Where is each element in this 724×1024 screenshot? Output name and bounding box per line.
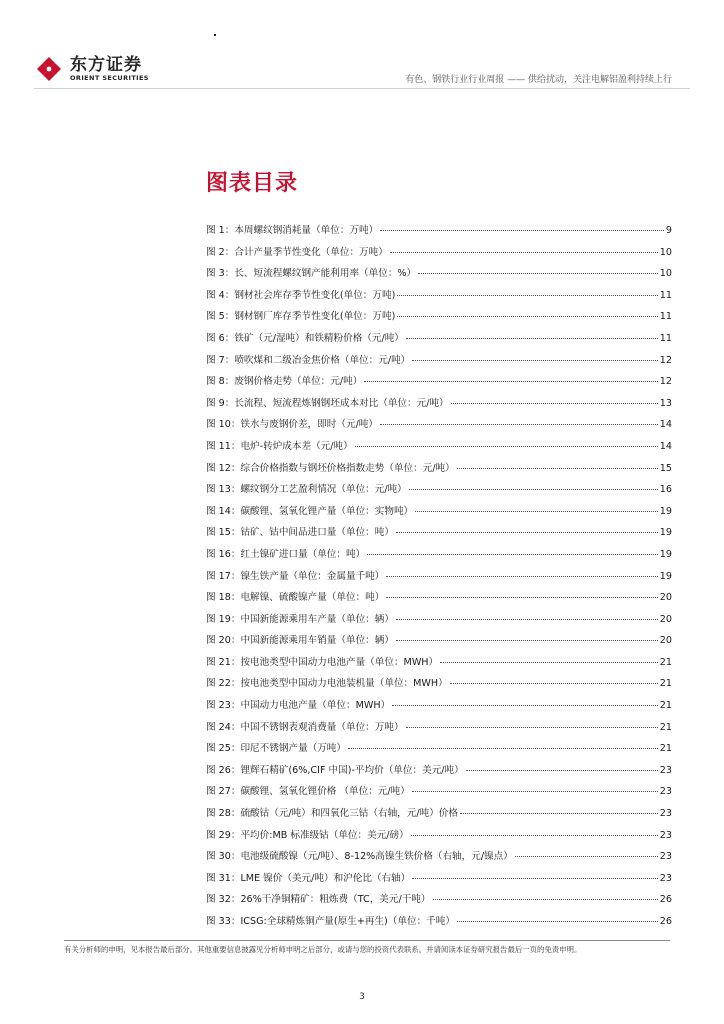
toc-entry-page: 13	[659, 397, 672, 409]
toc-entry[interactable]	[206, 762, 672, 784]
toc-entry[interactable]	[206, 697, 672, 719]
toc-entry-page: 20	[659, 613, 672, 625]
toc-entry-page: 20	[659, 592, 672, 604]
toc-dot-leader	[397, 316, 657, 317]
toc-entry-label: 图 1：本周螺纹钢消耗量（单位：万吨）	[206, 225, 379, 236]
toc-entry-label: 图 31：LME 镍价（美元/吨）和沪伦比（右轴）	[206, 872, 411, 884]
toc-entry-page: 10	[659, 246, 672, 258]
toc-dot-leader	[515, 856, 658, 857]
toc-dot-leader	[412, 878, 657, 879]
toc-entry-label: 图 27：碳酸锂、氢氧化锂价格 （单位：元/吨）	[206, 786, 410, 798]
toc-entry[interactable]	[206, 870, 672, 892]
toc-entry-label: 图 4：钢材社会库存季节性变化(单位：万吨)	[206, 289, 396, 301]
toc-dot-leader	[433, 899, 658, 900]
toc-entry-page: 10	[659, 268, 672, 280]
toc-entry-page: 12	[659, 354, 672, 366]
toc-entry[interactable]	[206, 481, 672, 503]
toc-dot-leader	[367, 554, 658, 555]
toc-entry[interactable]	[206, 244, 672, 266]
toc-dot-leader	[418, 273, 658, 274]
toc-dot-leader	[412, 360, 658, 361]
toc-entry-page: 14	[659, 440, 672, 452]
toc-entry[interactable]	[206, 632, 672, 654]
toc-entry[interactable]	[206, 352, 672, 374]
toc-entry-page: 23	[659, 808, 672, 820]
toc-entry-label: 图 20：中国新能源乘用车销量（单位：辆）	[206, 635, 394, 647]
toc-entry-label: 图 3：长、短流程螺纹钢产能利用率（单位：%）	[206, 268, 417, 280]
toc-entry-label: 图 21：按电池类型中国动力电池产量（单位：MWH）	[206, 656, 439, 668]
toc-entry-page: 19	[659, 527, 672, 539]
toc-entry-label: 图 18：电解镍、硫酸镍产量（单位：吨）	[206, 592, 385, 604]
toc-entry-label: 图 12：综合价格指数与钢坯价格指数走势（单位：元/吨）	[206, 462, 455, 474]
toc-entry-label: 图 8：废钢价格走势（单位：元/吨）	[206, 376, 363, 388]
toc-entry[interactable]	[206, 654, 672, 676]
toc-dot-leader	[406, 338, 658, 339]
toc-entry-label: 图 29：平均价:MB 标准级钴（单位：美元/磅）	[206, 829, 409, 841]
toc-dot-leader	[450, 683, 658, 684]
toc-dot-leader	[396, 532, 658, 533]
toc-entry[interactable]	[206, 848, 672, 870]
toc-dot-leader	[457, 468, 658, 469]
toc-entry-label: 图 17：镍生铁产量（单位：金属量千吨）	[206, 570, 385, 582]
toc-entry-label: 图 14：碳酸锂、氢氧化锂产量（单位：实物吨）	[206, 505, 414, 517]
toc-dot-leader	[406, 727, 658, 728]
toc-dot-leader	[412, 791, 658, 792]
toc-entry-page: 21	[659, 700, 672, 712]
toc-entry[interactable]	[206, 395, 672, 417]
toc-entry-label: 图 22：按电池类型中国动力电池装机量（单位：MWH）	[206, 678, 448, 690]
toc-entry[interactable]	[206, 568, 672, 590]
toc-entry-label: 图 23：中国动力电池产量（单位：MWH）	[206, 700, 391, 712]
toc-entry-label: 图 32：26%干净铜精矿：粗炼费（TC，美元/干吨）	[206, 894, 431, 906]
toc-entry[interactable]	[206, 611, 672, 633]
toc-entry-label: 图 19：中国新能源乘用车产量（单位：辆）	[206, 613, 394, 625]
toc-entry[interactable]	[206, 524, 672, 546]
toc-dot-leader	[355, 446, 658, 447]
toc-entry[interactable]	[206, 719, 672, 741]
toc-entry-label: 图 5：钢材钢厂库存季节性变化(单位：万吨)	[206, 311, 396, 323]
toc-entry-page: 21	[659, 743, 672, 755]
toc-dot-leader	[440, 662, 658, 663]
toc-entry-page: 23	[659, 829, 672, 841]
toc-entry-page: 23	[659, 851, 672, 863]
toc-entry-label: 图 6：铁矿（元/湿吨）和铁精粉价格（元/吨）	[206, 332, 404, 344]
toc-dot-leader	[415, 511, 658, 512]
toc-entry-label: 图 25：印尼不锈钢产量（万吨）	[206, 743, 346, 755]
toc-entry-page: 19	[659, 505, 672, 517]
toc-entry-page: 21	[659, 678, 672, 690]
toc-entry[interactable]	[206, 308, 672, 330]
toc-entry-page: 26	[659, 916, 672, 927]
toc-entry[interactable]	[206, 287, 672, 309]
toc-entry-label: 图 28：硫酸钴（元/吨）和四氧化三钴（右轴，元/吨）价格	[206, 808, 458, 820]
toc-dot-leader	[409, 489, 658, 490]
orient-securities-logo-icon	[34, 54, 64, 84]
toc-entry[interactable]	[206, 438, 672, 460]
toc-dot-leader	[390, 252, 658, 253]
toc-entry-page: 11	[659, 311, 672, 323]
logo-english-name: ORIENT SECURITIES	[70, 73, 149, 82]
toc-entry[interactable]	[206, 546, 672, 568]
toc-dot-leader	[380, 230, 664, 231]
report-title: 有色、钢铁行业行业周报 —— 供给扰动，关注电解铝盈利持续上行	[405, 75, 672, 85]
toc-entry-page: 12	[659, 376, 672, 388]
toc-entry[interactable]	[206, 805, 672, 827]
toc-entry[interactable]	[206, 460, 672, 482]
toc-entry[interactable]	[206, 589, 672, 611]
toc-entry-page: 23	[659, 786, 672, 798]
toc-dot-leader	[396, 619, 658, 620]
footer-divider	[64, 940, 670, 941]
toc-entry-label: 图 10：铁水与废钢价差，即时（元/吨）	[206, 419, 378, 431]
toc-entry[interactable]	[206, 891, 672, 913]
toc-entry-label: 图 24：中国不锈钢表观消费量（单位：万吨）	[206, 721, 404, 733]
toc-dot-leader	[386, 576, 657, 577]
toc-entry-page: 19	[659, 548, 672, 560]
toc-entry-page: 21	[659, 721, 672, 733]
toc-entry-label: 图 26：锂辉石精矿(6%,CIF 中国)-平均价（单位：美元/吨）	[206, 764, 464, 776]
toc-entry[interactable]	[206, 373, 672, 395]
toc-dot-leader	[451, 403, 658, 404]
toc-entry-label: 图 33：ICSG:全球精炼铜产量(原生+再生)（单位：千吨）	[206, 916, 455, 927]
toc-entry-page: 11	[659, 289, 672, 301]
toc-entry-page: 11	[659, 332, 672, 344]
toc-dot-leader	[348, 748, 658, 749]
toc-entry[interactable]	[206, 503, 672, 525]
toc-entry[interactable]	[206, 827, 672, 849]
toc-entry-page: 21	[659, 656, 672, 668]
toc-entry[interactable]	[206, 222, 672, 244]
toc-entry-label: 图 13：螺纹钢分工艺盈利情况（单位：元/吨）	[206, 484, 407, 496]
toc-entry[interactable]	[206, 740, 672, 762]
toc-dot-leader	[466, 770, 658, 771]
toc-dot-leader	[396, 640, 658, 641]
toc-entry-label: 图 11：电炉-转炉成本差（元/吨）	[206, 440, 353, 452]
toc-entry-label: 图 2：合计产量季节性变化（单位：万吨）	[206, 246, 388, 258]
toc-entry-page: 9	[665, 225, 672, 236]
toc-dot-leader	[386, 597, 657, 598]
toc-heading: 图表目录	[206, 171, 299, 196]
toc-dot-leader	[397, 295, 657, 296]
company-logo	[34, 54, 149, 84]
toc-entry[interactable]	[206, 416, 672, 438]
toc-entry-page: 19	[659, 570, 672, 582]
toc-entry-page: 26	[659, 894, 672, 906]
toc-entry-page: 20	[659, 635, 672, 647]
toc-entry[interactable]	[206, 913, 672, 935]
toc-dot-leader	[411, 835, 658, 836]
toc-entry-label: 图 15：钴矿、钴中间品进口量（单位：吨）	[206, 527, 394, 539]
toc-entry-label: 图 30：电池级硫酸镍（元/吨）、8-12%高镍生铁价格（右轴，元/镍点）	[206, 851, 513, 863]
toc-entry-page: 23	[659, 764, 672, 776]
table-of-figures	[206, 222, 672, 935]
toc-dot-leader	[380, 424, 658, 425]
toc-dot-leader	[457, 921, 658, 922]
header-divider	[34, 88, 690, 89]
page-number: 3	[359, 992, 365, 1002]
stray-dot	[214, 34, 216, 36]
toc-entry-page: 23	[659, 872, 672, 884]
toc-entry-page: 15	[659, 462, 672, 474]
toc-dot-leader	[364, 381, 657, 382]
disclaimer-text: 有关分析师的申明，见本报告最后部分。其他重要信息披露见分析师申明之后部分，或请与您的投资代表联系。并请阅读本证券研究报告最后一页的免责申明。	[64, 945, 582, 954]
toc-entry[interactable]	[206, 330, 672, 352]
toc-entry[interactable]	[206, 265, 672, 287]
logo-chinese-name: 东方证券	[70, 54, 142, 75]
toc-entry-label: 图 16：红土镍矿进口量（单位：吨）	[206, 548, 366, 560]
toc-entry[interactable]	[206, 783, 672, 805]
toc-dot-leader	[460, 813, 658, 814]
toc-entry-page: 16	[659, 484, 672, 496]
toc-entry-page: 14	[659, 419, 672, 431]
toc-entry[interactable]	[206, 675, 672, 697]
toc-entry-label: 图 9：长流程、短流程炼钢钢坯成本对比（单位：元/吨）	[206, 397, 449, 409]
toc-dot-leader	[392, 705, 658, 706]
toc-entry-label: 图 7：喷吹煤和二级冶金焦价格（单位：元/吨）	[206, 354, 411, 366]
